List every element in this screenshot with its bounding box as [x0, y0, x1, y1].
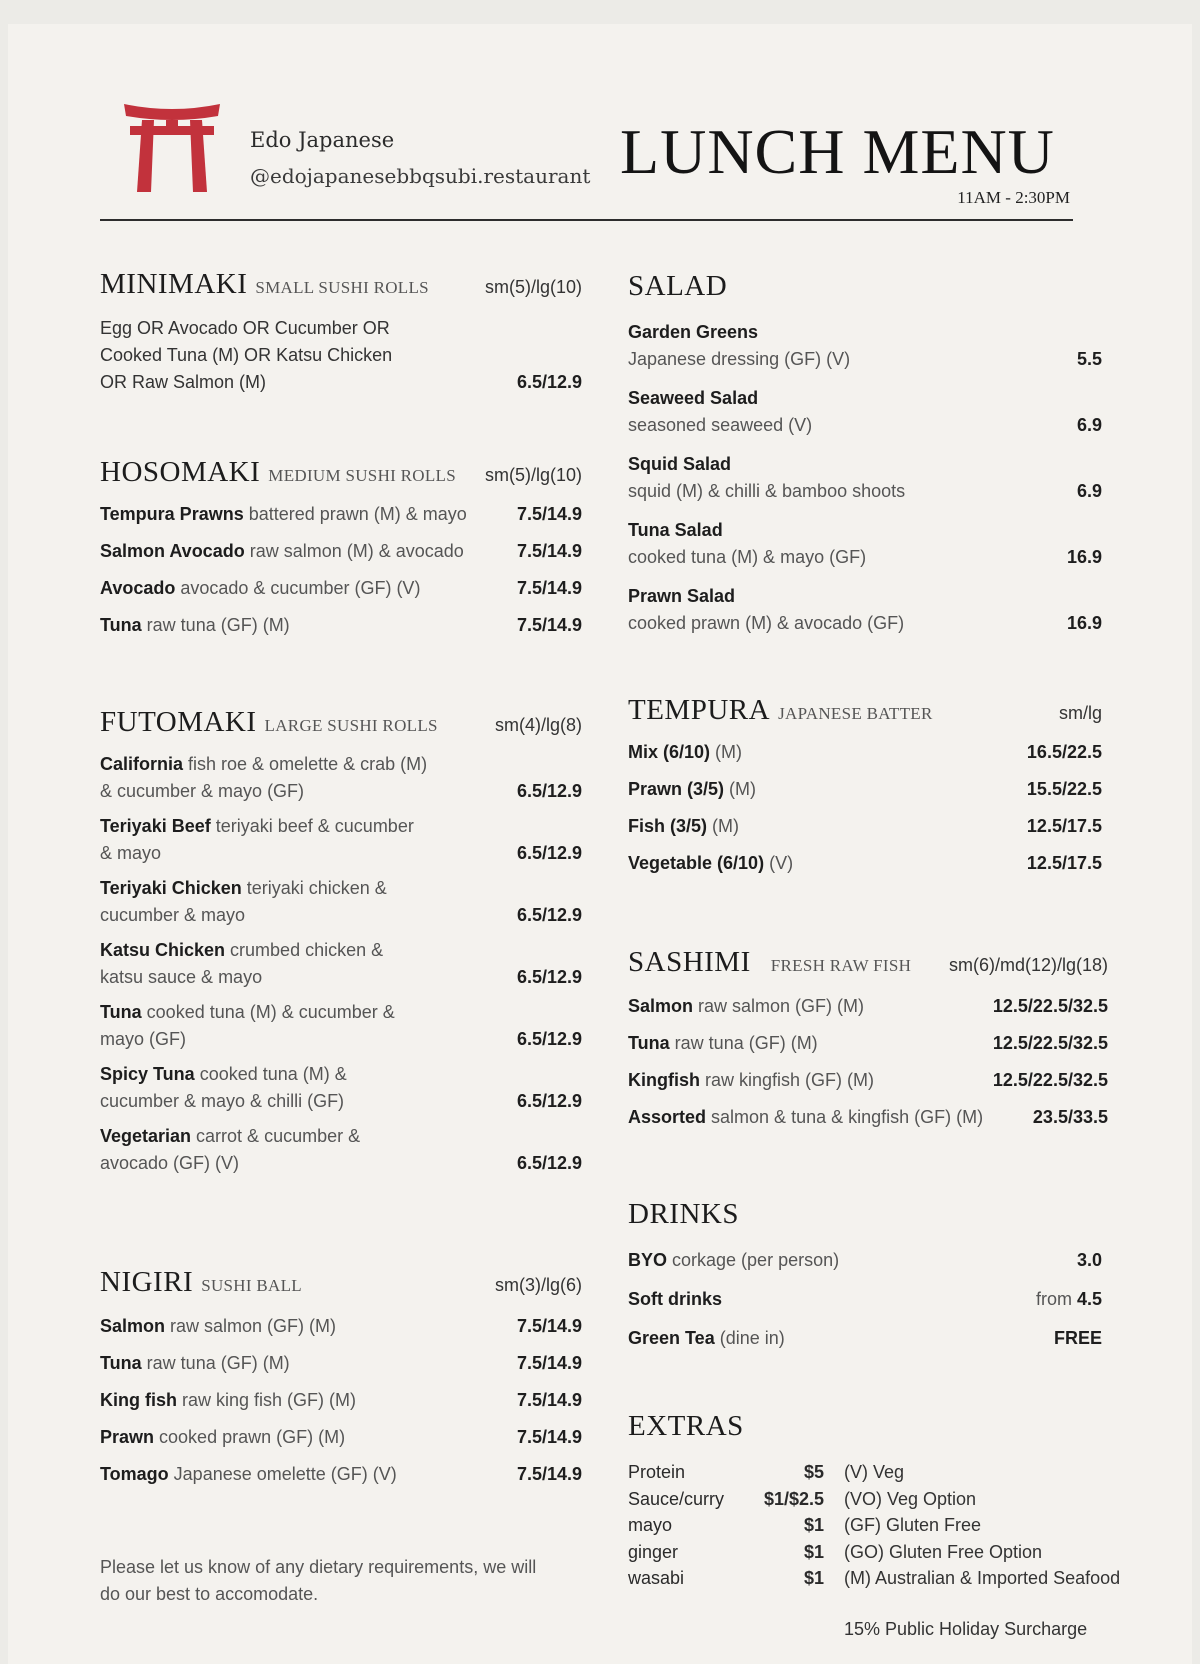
section-subtitle: MEDIUM SUSHI ROLLS: [268, 466, 456, 485]
menu-item: [628, 813, 1102, 840]
item-name: Tempura Prawns: [100, 504, 244, 524]
menu-item: [628, 739, 1102, 766]
item-description: King fish raw king fish (GF) (M): [100, 1390, 357, 1410]
item-price: 16.9: [1066, 613, 1102, 633]
item-price: 16.5/22.5: [1026, 742, 1102, 762]
item-name: King fish: [100, 1390, 177, 1410]
item-description: Tuna raw tuna (GF) (M): [100, 615, 290, 635]
item-name: Spicy Tuna: [100, 1064, 195, 1084]
item-name: Tuna Salad: [628, 520, 723, 540]
item-price: 3.0: [1076, 1250, 1102, 1270]
item-description: Salmon raw salmon (GF) (M): [100, 1316, 337, 1336]
item-name: BYO: [628, 1250, 668, 1270]
menu-item: [100, 1350, 582, 1377]
item-price: 6.5/12.9: [516, 1153, 582, 1173]
menu-item: [628, 1325, 1102, 1352]
menu-item: [628, 385, 1102, 439]
section-header: [628, 946, 1108, 979]
menu-item: [628, 1104, 1108, 1131]
section-title: FUTOMAKI: [100, 706, 257, 738]
item-name: Green Tea: [628, 1328, 715, 1348]
item-name: Teriyaki Beef: [100, 816, 211, 836]
item-name: Teriyaki Chicken: [100, 878, 242, 898]
item-price: 7.5/14.9: [516, 578, 582, 598]
tempura-section: [628, 694, 1102, 877]
extra-price: $1: [803, 1568, 824, 1588]
item-price: 7.5/14.9: [516, 615, 582, 635]
item-description: Green Tea (dine in): [628, 1328, 785, 1348]
item-name: Tuna: [100, 1002, 142, 1022]
torii-gate-icon: [120, 96, 224, 200]
extra-name: Sauce/curry: [628, 1488, 725, 1509]
item-price: 12.5/22.5/32.5: [992, 1070, 1108, 1090]
item-description: Teriyaki Beef teriyaki beef & cucumber & mayo: [100, 816, 414, 863]
item-name: Vegetarian: [100, 1126, 192, 1146]
item-description: Seaweed Salad seasoned seaweed (V): [628, 385, 1065, 439]
item-name: California: [100, 754, 184, 774]
section-size: sm/lg: [1058, 703, 1102, 723]
section-title: DRINKS: [628, 1198, 739, 1230]
menu-item: [628, 1247, 1102, 1274]
item-price: 5.5: [1076, 349, 1102, 369]
menu-item: [100, 937, 582, 991]
item-name: Tuna: [100, 1353, 142, 1373]
page-title: LUNCH MENU: [620, 116, 1055, 187]
item-description: Kingfish raw kingfish (GF) (M): [628, 1070, 875, 1090]
item-price: 12.5/22.5/32.5: [992, 1033, 1108, 1053]
item-price: 6.5/12.9: [516, 1029, 582, 1049]
item-price: 6.5/12.9: [516, 372, 582, 392]
hosomaki-list: [100, 501, 582, 639]
menu-item: [628, 319, 1102, 373]
section-size: sm(4)/lg(8): [494, 715, 582, 735]
item-name: Garden Greens: [628, 322, 759, 342]
item-description: Tuna raw tuna (GF) (M): [100, 1353, 290, 1373]
item-description: Tuna raw tuna (GF) (M): [628, 1033, 818, 1053]
legend-entry: (VO) Veg Option: [844, 1488, 977, 1509]
hosomaki-section: [100, 456, 582, 639]
item-description: Tomago Japanese omelette (GF) (V): [100, 1464, 397, 1484]
item-price: 7.5/14.9: [516, 1427, 582, 1447]
extras-row: [628, 1459, 824, 1486]
item-description: Prawn Salad cooked prawn (M) & avocado (GF): [628, 583, 1055, 637]
tempura-list: [628, 739, 1102, 877]
item-description: Garden Greens Japanese dressing (GF) (V): [628, 319, 1065, 373]
legend-entry: (GO) Gluten Free Option: [844, 1541, 1043, 1562]
menu-item: [628, 1067, 1108, 1094]
item-name: Prawn: [100, 1427, 155, 1447]
item-price: 7.5/14.9: [516, 1316, 582, 1336]
item-description: [628, 1286, 1024, 1313]
menu-item: [100, 813, 582, 867]
item-name: Tomago: [100, 1464, 169, 1484]
menu-item: [100, 1424, 582, 1451]
salad-list: [628, 319, 1102, 637]
extra-price: $1: [803, 1541, 824, 1562]
menu-item: [100, 538, 582, 565]
drinks-list: [628, 1247, 1102, 1352]
item-description: Tuna cooked tuna (M) & cucumber & mayo (GF): [100, 1002, 395, 1049]
item-name: Mix (6/10): [628, 742, 711, 762]
section-header: [628, 270, 1102, 303]
menu-item: [100, 751, 582, 805]
menu-item: [100, 612, 582, 639]
item-price: 6.9: [1076, 415, 1102, 435]
extras-table: [628, 1459, 824, 1592]
item-price: 6.5/12.9: [516, 1091, 582, 1111]
item-name: Avocado: [100, 578, 176, 598]
extras-section: [628, 1410, 1168, 1659]
section-subtitle: SMALL SUSHI ROLLS: [255, 278, 429, 297]
extra-price: $1: [803, 1515, 824, 1535]
item-description: Fish (3/5) (M): [628, 816, 739, 836]
nigiri-list: [100, 1313, 582, 1488]
item-name: Salmon Avocado: [100, 541, 245, 561]
section-title: HOSOMAKI: [100, 456, 261, 488]
item-description: Vegetarian carrot & cucumber & avocado (GF) (V): [100, 1126, 361, 1173]
item-price: from 4.5: [1035, 1289, 1102, 1309]
menu-item: [628, 776, 1102, 803]
item-name: Seaweed Salad: [628, 388, 759, 408]
section-title: EXTRAS: [628, 1410, 744, 1442]
item-price: 7.5/14.9: [516, 541, 582, 561]
extras-row: [628, 1539, 824, 1566]
item-price: 7.5/14.9: [516, 504, 582, 524]
item-description: Egg OR Avocado OR Cucumber OR Cooked Tuna (M) OR Katsu Chicken OR Raw Salmon (M): [100, 318, 393, 392]
item-description: Salmon Avocado raw salmon (M) & avocado: [100, 541, 464, 561]
item-price: 23.5/33.5: [1032, 1107, 1108, 1127]
menu-item: [100, 575, 582, 602]
menu-item: [100, 875, 582, 929]
item-price: 6.5/12.9: [516, 843, 582, 863]
item-price: 6.5/12.9: [516, 967, 582, 987]
extra-name: Protein: [628, 1462, 686, 1482]
surcharge-note: 15% Public Holiday Surcharge: [844, 1619, 1088, 1639]
menu-item: [100, 1313, 582, 1340]
menu-item: [628, 517, 1102, 571]
item-description: Teriyaki Chicken teriyaki chicken & cucumber & mayo: [100, 878, 387, 925]
item-price: 16.9: [1066, 547, 1102, 567]
extras-row: [628, 1565, 824, 1592]
menu-item: [628, 1030, 1108, 1057]
item-price: 6.9: [1076, 481, 1102, 501]
item-name: Tuna: [628, 1033, 670, 1053]
item-name: Assorted: [628, 1107, 707, 1127]
item-price: 6.5/12.9: [516, 781, 582, 801]
item-price: 15.5/22.5: [1026, 779, 1102, 799]
item-description: Spicy Tuna cooked tuna (M) & cucumber & mayo & chilli (GF): [100, 1064, 347, 1111]
menu-item: [100, 501, 582, 528]
section-header: [100, 268, 582, 301]
section-header: [628, 1410, 1168, 1443]
item-price: 12.5/22.5/32.5: [992, 996, 1108, 1016]
item-name: Kingfish: [628, 1070, 700, 1090]
section-header: [100, 1266, 582, 1299]
item-name: Vegetable (6/10): [628, 853, 765, 873]
item-name: Katsu Chicken: [100, 940, 226, 960]
section-subtitle: FRESH RAW FISH: [770, 956, 912, 975]
item-description: BYO corkage (per person): [628, 1250, 840, 1270]
section-title: NIGIRI: [100, 1266, 194, 1298]
menu-item: [100, 1387, 582, 1414]
item-description: Tuna Salad cooked tuna (M) & mayo (GF): [628, 517, 1055, 571]
section-size: sm(3)/lg(6): [494, 1275, 582, 1295]
sashimi-section: [628, 946, 1108, 1131]
extra-name: mayo: [628, 1515, 673, 1535]
section-title: SASHIMI: [628, 946, 751, 978]
extras-row: [628, 1512, 824, 1539]
drinks-section: [628, 1198, 1102, 1352]
item-description: Assorted salmon & tuna & kingfish (GF) (M): [628, 1107, 984, 1127]
section-subtitle: LARGE SUSHI ROLLS: [264, 716, 438, 735]
restaurant-name: Edo Japanese: [250, 128, 395, 152]
sashimi-list: [628, 993, 1108, 1131]
section-size: sm(6)/md(12)/lg(18): [948, 955, 1108, 975]
section-subtitle: SUSHI BALL: [201, 1276, 302, 1295]
menu-item: [100, 1061, 582, 1115]
item-name: Squid Salad: [628, 454, 732, 474]
item-name: Salmon: [628, 996, 694, 1016]
item-price: 7.5/14.9: [516, 1353, 582, 1373]
extra-price: $5: [803, 1462, 824, 1482]
section-title: SALAD: [628, 270, 728, 302]
legend-entry: (GF) Gluten Free: [844, 1515, 982, 1535]
salad-section: [628, 270, 1102, 637]
item-description: Prawn (3/5) (M): [628, 779, 757, 799]
minimaki-section: [100, 268, 582, 396]
item-price: 6.5/12.9: [516, 905, 582, 925]
menu-item: [100, 1461, 582, 1488]
item-description: Vegetable (6/10) (V): [628, 853, 794, 873]
menu-item: [100, 1123, 582, 1177]
menu-item: [628, 993, 1108, 1020]
menu-item: [100, 315, 582, 396]
extras-row: [628, 1486, 824, 1513]
item-price: FREE: [1053, 1328, 1102, 1348]
extras-body: [628, 1459, 1168, 1659]
item-description: Salmon raw salmon (GF) (M): [628, 996, 865, 1016]
header-divider: [100, 219, 1073, 221]
item-price: 12.5/17.5: [1026, 816, 1102, 836]
section-title: MINIMAKI: [100, 268, 248, 300]
extra-name: wasabi: [628, 1568, 685, 1588]
item-name: Prawn Salad: [628, 586, 736, 606]
item-price: 7.5/14.9: [516, 1390, 582, 1410]
section-header: [100, 456, 582, 489]
dietary-legend: [844, 1459, 1164, 1592]
menu-item: [628, 583, 1102, 637]
item-description: Katsu Chicken crumbed chicken & katsu sauce & mayo: [100, 940, 384, 987]
menu-item: [628, 850, 1102, 877]
dietary-note: Please let us know of any dietary requirements, we will do our best to accomodate.: [100, 1557, 537, 1604]
item-description: Tempura Prawns battered prawn (M) & mayo: [100, 504, 467, 524]
nigiri-section: [100, 1266, 582, 1488]
section-subtitle: JAPANESE BATTER: [778, 704, 933, 723]
menu-item: [628, 451, 1102, 505]
extra-name: ginger: [628, 1541, 679, 1562]
futomaki-list: [100, 751, 582, 1177]
item-name: Prawn (3/5): [628, 779, 725, 799]
item-price: 7.5/14.9: [516, 1464, 582, 1484]
item-description: Avocado avocado & cucumber (GF) (V): [100, 578, 421, 598]
section-header: [628, 1198, 1102, 1231]
item-name: Soft drinks: [628, 1289, 723, 1309]
section-header: [628, 694, 1102, 727]
item-name: Tuna: [100, 615, 142, 635]
menu-hours: 11AM - 2:30PM: [957, 188, 1070, 207]
extra-price: $1/$2.5: [763, 1488, 824, 1509]
section-size: sm(5)/lg(10): [484, 277, 582, 297]
legend-entry: (M) Australian & Imported Seafood: [844, 1568, 1121, 1588]
section-header: [100, 706, 582, 739]
legend-entry: (V) Veg: [844, 1462, 905, 1482]
section-title: TEMPURA: [628, 694, 771, 726]
menu-item: [100, 999, 582, 1053]
section-size: sm(5)/lg(10): [484, 465, 582, 485]
price-prefix: from: [1035, 1289, 1077, 1309]
item-description: California fish roe & omelette & crab (M) & cucumber & mayo (GF): [100, 754, 428, 801]
menu-item: [628, 1286, 1102, 1313]
item-name: Fish (3/5): [628, 816, 708, 836]
item-price: 12.5/17.5: [1026, 853, 1102, 873]
futomaki-section: [100, 706, 582, 1177]
item-description: Mix (6/10) (M): [628, 742, 743, 762]
social-handle: @edojapanesebbqsubi.restaurant: [250, 164, 591, 188]
item-name: Salmon: [100, 1316, 166, 1336]
item-description: Prawn cooked prawn (GF) (M): [100, 1427, 346, 1447]
item-description: Squid Salad squid (M) & chilli & bamboo shoots: [628, 451, 1065, 505]
